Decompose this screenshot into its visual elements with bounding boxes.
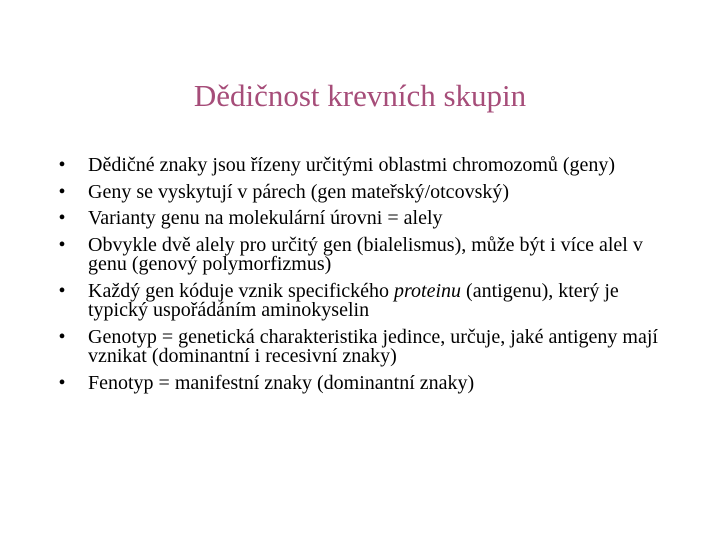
bullet-text [88, 280, 619, 322]
bullet-icon: • [58, 325, 66, 348]
bullet-list [56, 156, 666, 400]
bullet-text: Genotyp = genetická charakteristika jedince, určuje, jaké antigeny mají vznikat (dominantní i recesivní znaky) [88, 325, 658, 367]
bullet-item [56, 279, 666, 321]
bullet-icon: • [58, 233, 66, 256]
bullet-text: Obvykle dvě alely pro určitý gen (bialelismus), může být i více alel v genu (genový polymorfizmus) [88, 233, 643, 275]
slide-title: Dědičnost krevních skupin [193, 78, 527, 113]
bullet-item [56, 180, 666, 203]
bullet-icon: • [58, 207, 66, 229]
bullet-item [56, 325, 666, 367]
bullet-text: Fenotyp = manifestní znaky (dominantní znaky) [88, 371, 475, 394]
bullet-item [56, 156, 666, 176]
bullet-text: Varianty genu na molekulární úrovni = alely [88, 207, 443, 229]
bullet-item [56, 209, 666, 229]
bullet-icon: • [58, 154, 66, 176]
bullet-icon: • [58, 180, 66, 203]
bullet-text-pre: Každý gen kóduje vznik specifického [88, 279, 395, 302]
bullet-text-italic: proteinu [394, 279, 462, 302]
bullet-item [56, 233, 666, 275]
bullet-icon: • [58, 371, 66, 394]
bullet-text: Dědičné znaky jsou řízeny určitými oblastmi chromozomů (geny) [88, 154, 616, 176]
bullet-icon: • [58, 279, 66, 302]
bullet-text: Geny se vyskytují v párech (gen mateřský/otcovský) [88, 180, 510, 203]
bullet-item [56, 371, 666, 394]
bullet-text-post: (antigenu), který je typický uspořádáním aminokyselin [88, 279, 619, 321]
